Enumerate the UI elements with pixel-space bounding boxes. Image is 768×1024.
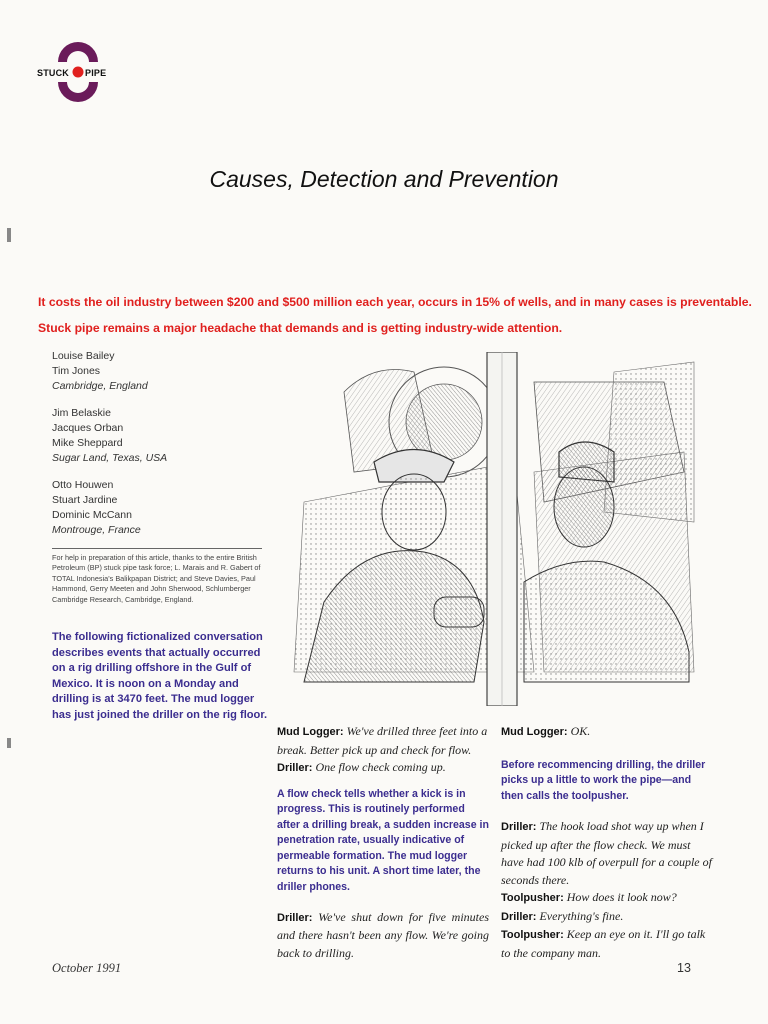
speaker-label: Driller: (501, 910, 537, 923)
speaker-label: Driller: (501, 821, 537, 834)
speaker-label: Toolpusher: (501, 929, 564, 942)
dialogue-column-2 (501, 723, 713, 962)
dialogue-line (277, 909, 489, 963)
author-name: Mike Sheppard (52, 437, 123, 449)
author-group (52, 349, 252, 394)
author-name: Dominic McCann (52, 509, 132, 521)
author-location: Montrouge, France (52, 524, 141, 536)
author-name: Jacques Orban (52, 422, 124, 434)
narration-paragraph: Before recommencing drilling, the driller picks up a little to work the pipe—and then calls the toolpusher. (501, 758, 706, 802)
dialogue-text: Everything's fine. (539, 908, 624, 923)
author-name: Otto Houwen (52, 479, 114, 491)
author-group (52, 406, 252, 466)
author-location: Sugar Land, Texas, USA (52, 452, 168, 464)
dialogue-text: One flow check coming up. (315, 760, 446, 774)
dialogue-text: We've drilled three feet into a break. Better pick up and check for flow. (277, 724, 488, 757)
dialogue-text: We've shut down for five minutes and there hasn't been any flow. We're going back to drilling. (277, 909, 490, 960)
speaker-label: Driller: (277, 762, 313, 774)
speaker-label: Toolpusher: (501, 892, 564, 905)
dialogue-column-1 (277, 723, 489, 962)
speaker-label: Mud Logger: (277, 726, 344, 738)
margin-mark (7, 738, 11, 748)
author-name: Louise Bailey (52, 350, 115, 362)
acknowledgment-note: For help in preparation of this article, thanks to the entire British Petroleum (BP) stuck pipe task force; L. Marais and R. Gabert of TOTAL Indonesia's Balikpapan District; and Steve Davies, Paul Hammond, Gerry Meeten and John Sherwood, Schlumberger Cambridge Research, Cambridge, England. (52, 553, 261, 604)
speaker-label: Mud Logger: (501, 726, 568, 738)
page-number: 13 (677, 961, 691, 975)
author-location: Cambridge, England (52, 380, 148, 392)
dialogue-line (501, 889, 713, 908)
dialogue-line (277, 759, 489, 778)
author-group (52, 478, 252, 538)
author-name: Stuart Jardine (52, 494, 118, 506)
dialogue-text: The hook load shot way up when I picked up after the flow check. We must have had 100 klb of overpull for a couple of seconds there. (501, 819, 712, 887)
logo-right-text: PIPE (85, 68, 107, 78)
dialogue-text: Keep an eye on it. I'll go talk to the company man. (501, 927, 706, 960)
page-title: Causes, Detection and Prevention (209, 166, 559, 192)
author-name: Tim Jones (52, 365, 101, 377)
narration-paragraph: A flow check tells whether a kick is in progress. This is routinely performed after a drilling break, a sudden increase in penetration rate, usually indicative of permeable formation. The mud logger returns to his unit. A short time later, the driller phones. (277, 787, 489, 894)
footer-date: October 1991 (52, 961, 122, 975)
lead-paragraph: It costs the oil industry between $200 and $500 million each year, occurs in 15% of wells, and in many cases is preventable. Stuck pipe remains a major headache that demands and is getting industry-wide attention. (38, 295, 752, 335)
dialogue-line (277, 723, 489, 759)
rig-floor-illustration (284, 352, 700, 706)
dialogue-line (501, 818, 713, 889)
author-name: Jim Belaskie (52, 407, 111, 419)
stuck-pipe-logo (36, 42, 146, 102)
logo-left-text: STUCK (37, 68, 69, 78)
speaker-label: Driller: (277, 911, 313, 924)
dialogue-line (501, 723, 713, 742)
margin-mark (7, 228, 11, 242)
acknowledgment-divider (52, 548, 262, 549)
dialogue-line (501, 908, 713, 927)
dialogue-text: OK. (570, 724, 591, 738)
dialogue-line (501, 926, 713, 962)
intro-narration: The following fictionalized conversation describes events that actually occurred on a rig drilling offshore in the Gulf of Mexico. It is noon on a Monday and drilling is at 3470 feet. The mud logger has just joined the driller on the rig floor. (52, 631, 268, 721)
dialogue-text: How does it look now? (566, 890, 677, 905)
author-list (52, 349, 252, 550)
